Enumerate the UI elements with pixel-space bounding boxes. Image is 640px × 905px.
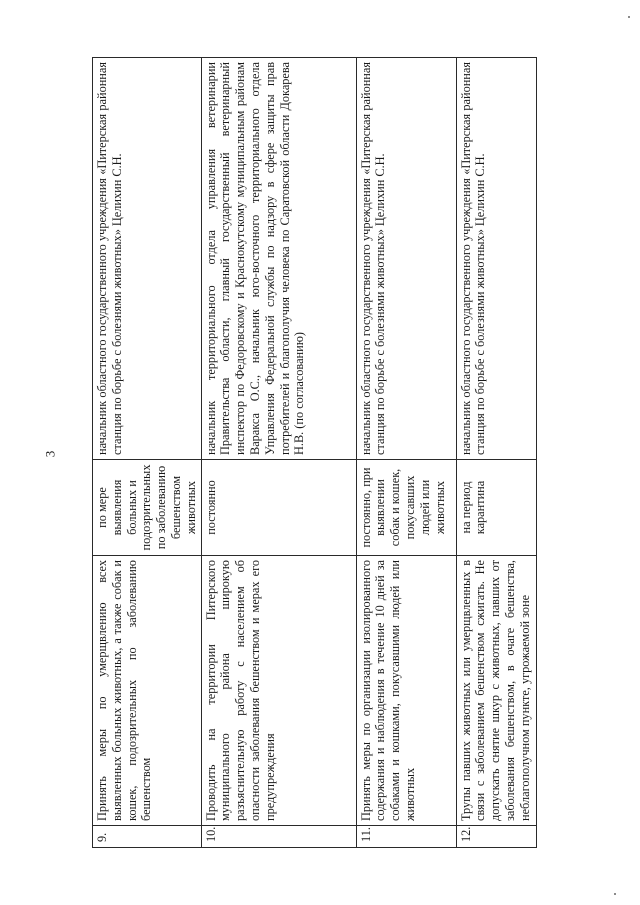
table-row <box>93 58 202 848</box>
measure-cell: Принять меры по организации изолированного содержания и наблюдения в течение 10 дней за собаками и кошками, покусавшими людей или животных <box>356 556 456 826</box>
measure-cell: Проводить на территории Питерского муниципального района широкую разъяснительную работу с населением об опасности заболевания бешенством и мерах его предупреждения <box>201 556 356 826</box>
row-number: 11. <box>356 826 456 848</box>
table-row <box>456 58 536 848</box>
term-cell: на период карантина <box>456 460 536 556</box>
responsible-cell: начальник областного государственного учреждения «Питерская районная станция по борьбе с болезнями животных» Целихин С.Н. <box>456 58 536 460</box>
term-cell: постоянно <box>201 460 356 556</box>
responsible-cell: начальник областного государственного учреждения «Питерская районная станция по борьбе с болезнями животных» Целихин С.Н. <box>93 58 202 460</box>
term-cell: постоянно, при выявлении собак и кошек, покусавших людей или животных <box>356 460 456 556</box>
responsible-cell: начальник территориального отдела управления ветеринарии Правительства области, главный государственный ветеринарный инспектор по Федоровскому и Краснокутскому муниципальным районам Варакса О.С., начальник юго-восточного территориального отдела Управления Федеральной службы по надзору в сфере защиты прав потребителей и благополучия человека по Саратовской области Докарева Н.В. (по согласованию) <box>201 58 356 460</box>
term-cell: по мере выявления больных и подозрительных по заболеванию бешенством животных <box>93 460 202 556</box>
page-number: 3 <box>42 450 58 458</box>
responsible-cell: начальник областного государственного учреждения «Питерская районная станция по борьбе с болезнями животных» Целихин С.Н. <box>356 58 456 460</box>
scan-speck <box>628 16 630 18</box>
measure-cell: Принять меры по умерщвлению всех выявленных больных животных, а также собак и кошек, подозрительных по заболеванию бешенством <box>93 556 202 826</box>
row-number: 9. <box>93 826 202 848</box>
measures-table <box>92 57 537 848</box>
table-row <box>356 58 456 848</box>
scan-speck <box>614 893 616 895</box>
table-row <box>201 58 356 848</box>
rotated-table-wrapper <box>92 58 532 848</box>
measure-cell: Трупы павших животных или умерщвленных в связи с заболеванием бешенством сжигать. Не допускать снятие шкур с животных, павших от заболевания бешенством, в очаге бешенства, неблагополучном пункте, угрожаемой зоне <box>456 556 536 826</box>
row-number: 12. <box>456 826 536 848</box>
row-number: 10. <box>201 826 356 848</box>
